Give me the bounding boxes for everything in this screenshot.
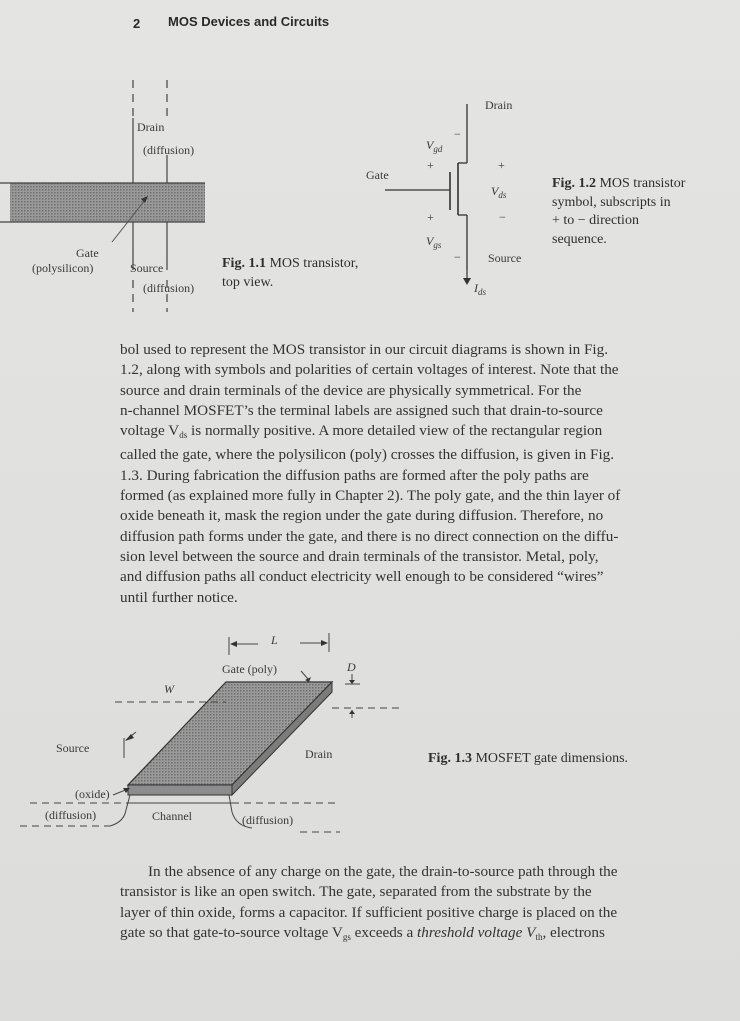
fig11-caption-line1 <box>222 256 358 272</box>
p1-line: source and drain terminals of the device are physically symmetrical. For the <box>120 381 582 399</box>
body-paragraph-2 <box>120 862 712 947</box>
fig11-drain-label: Drain <box>137 120 165 134</box>
p1-line5-rest: is normally positive. A more detailed view of the rectangular region <box>187 422 603 440</box>
fig12-gs-plus: + <box>427 210 434 224</box>
fig12-vds-sub: ds <box>498 190 507 200</box>
fig11-caption-text: MOS transistor, <box>269 256 359 271</box>
fig12-caption-line3: + to − direction <box>552 213 639 228</box>
fig13-W-label: W <box>164 682 174 696</box>
fig13-drain-label: Drain <box>305 747 333 761</box>
fig12-vds <box>491 184 506 200</box>
fig12-ids-i: I <box>474 281 478 295</box>
fig12-source-label: Source <box>488 251 522 265</box>
p1-line: oxide beneath it, mask the region under the gate during diffusion. Therefore, no <box>120 507 604 525</box>
fig12-vgd <box>426 138 442 154</box>
p2-threshold-term: threshold voltage <box>417 923 523 941</box>
fig13-diffusion-left: (diffusion) <box>45 808 97 822</box>
poly-gate-bar <box>10 183 205 222</box>
p1-line: 1.2, along with symbols and polarities of certain voltages of interest. Note that the <box>120 361 619 379</box>
p2-line4-end: , electrons <box>542 923 605 941</box>
fig11-source-sub: (diffusion) <box>143 281 195 295</box>
fig11-drain-sub: (diffusion) <box>143 143 195 157</box>
fig13-gate-label: Gate (poly) <box>222 662 277 676</box>
p2-line4-start: gate so that gate-to-source voltage V <box>120 923 343 941</box>
p1-line: until further notice. <box>120 588 238 606</box>
fig11-gate-label: Gate <box>76 246 99 260</box>
fig13-channel-label: Channel <box>152 809 192 823</box>
p2-line4-mid: exceeds a <box>350 923 418 941</box>
fig13-D-label: D <box>347 660 356 674</box>
fig12-caption-line4: sequence. <box>552 232 607 247</box>
fig13-oxide-label: (oxide) <box>75 787 110 801</box>
p1-line: n-channel MOSFET’s the terminal labels are assigned such that drain-to-source <box>120 401 603 419</box>
p1-line: called the gate, where the polysilicon (poly) crosses the diffusion, is given in Fig. <box>120 446 615 464</box>
p2-vth-sub: th <box>535 931 543 942</box>
p1-vds-v: voltage V <box>120 422 180 440</box>
running-title: MOS Devices and Circuits <box>168 14 330 29</box>
fig12-gd-minus: − <box>454 127 461 141</box>
p1-line <box>120 421 712 445</box>
p1-line: formed (as explained more fully in Chapter 2). The poly gate, and the thin layer of <box>120 487 621 505</box>
fig13-caption-text: MOSFET gate dimensions. <box>475 751 629 766</box>
fig12-caption-num: Fig. 1.2 <box>552 176 596 191</box>
fig12-vgd-sub: gd <box>433 144 443 154</box>
fig13-L-label: L <box>271 633 278 647</box>
fig12-caption-line1 <box>552 176 685 192</box>
fig12-gate-label: Gate <box>366 168 389 182</box>
fig12-ids-sub: ds <box>478 287 487 297</box>
fig12-ids <box>474 281 486 297</box>
p2-vgs-sub: gs <box>342 931 351 942</box>
fig12-vgd-v: V <box>426 138 434 152</box>
fig11-caption-line2: top view. <box>222 275 274 290</box>
fig12-ds-plus: + <box>498 158 505 172</box>
fig13-diffusion-right: (diffusion) <box>242 813 294 827</box>
body-paragraph-1 <box>120 340 712 608</box>
fig13-caption-num: Fig. 1.3 <box>428 751 472 766</box>
fig12-caption-text: MOS transistor <box>599 176 686 191</box>
p2-line: transistor is like an open switch. The gate, separated from the substrate by the <box>120 883 592 901</box>
fig13-source-label: Source <box>56 741 90 755</box>
fig12-caption-line2: symbol, subscripts in <box>552 195 671 210</box>
page-number: 2 <box>133 16 141 31</box>
p1-line: and diffusion paths all conduct electricity well enough to be considered “wires” <box>120 568 604 586</box>
p2-line: In the absence of any charge on the gate, the drain-to-source path through the <box>148 863 618 880</box>
p2-line <box>120 923 712 947</box>
fig12-gd-plus: + <box>427 158 434 172</box>
fig11-caption-num: Fig. 1.1 <box>222 256 266 271</box>
fig12-vgs-v: V <box>426 234 434 248</box>
fig12-drain-label: Drain <box>485 98 513 112</box>
fig11-source-label: Source <box>130 261 164 275</box>
fig11-gate-sub: (polysilicon) <box>32 261 94 275</box>
p1-line: sion level between the source and drain terminals of the transistor. Metal, poly, <box>120 547 599 565</box>
p1-vds-sub: ds <box>179 430 188 441</box>
p2-vth-v: V <box>522 923 536 941</box>
fig12-gs-minus: − <box>454 250 461 264</box>
p2-line: layer of thin oxide, forms a capacitor. If sufficient positive charge is placed on the <box>120 903 618 921</box>
fig12-vds-v: V <box>491 184 499 198</box>
p1-line: 1.3. During fabrication the diffusion paths are formed after the poly paths are <box>120 466 589 484</box>
p1-line: diffusion path forms under the gate, and there is no direct connection on the diffu- <box>120 527 619 545</box>
fig12-vgs-sub: gs <box>433 240 442 250</box>
fig12-vgs <box>426 234 441 250</box>
fig12-ds-minus: − <box>499 210 506 224</box>
p1-line: bol used to represent the MOS transistor in our circuit diagrams is shown in Fig. <box>120 341 609 358</box>
fig13-caption <box>428 751 628 767</box>
